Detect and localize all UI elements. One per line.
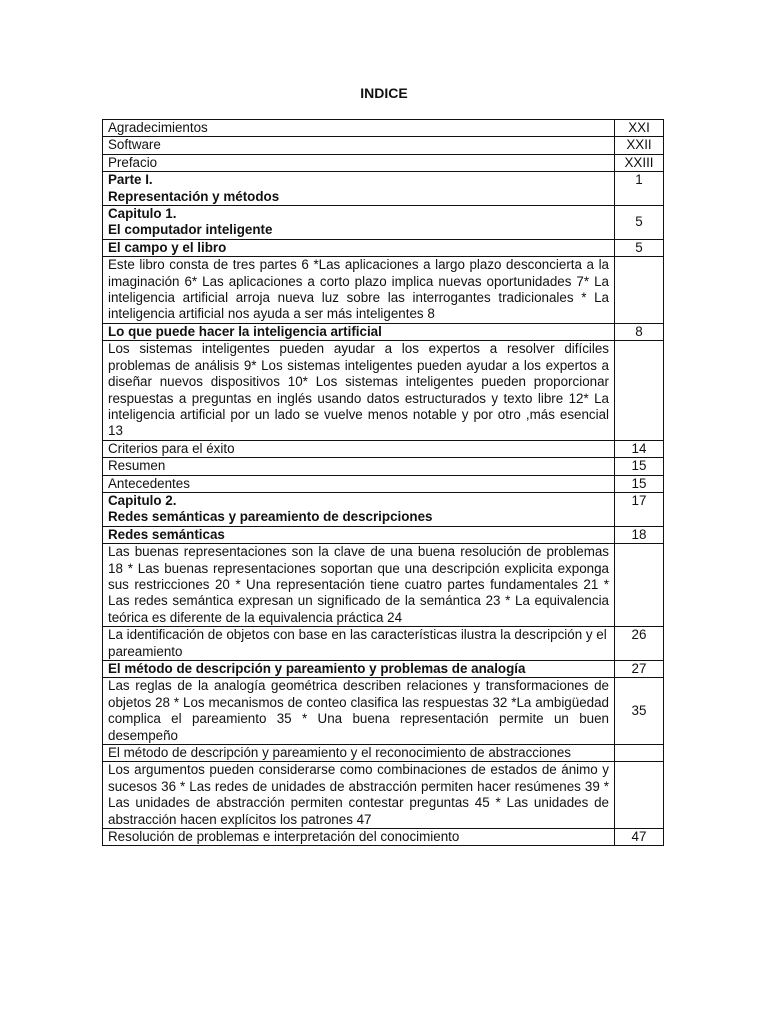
toc-entry-page: 15 <box>615 475 664 492</box>
toc-row <box>103 544 664 627</box>
toc-entry-text: La identificación de objetos con base en las características ilustra la descripción y el pareamiento <box>108 627 607 659</box>
toc-entry-text: Resolución de problemas e interpretación del conocimiento <box>108 829 460 845</box>
toc-entry-page: 26 <box>615 627 664 661</box>
toc-row <box>103 492 664 526</box>
toc-entry-title <box>103 661 615 678</box>
toc-entry-text: Software <box>108 137 161 153</box>
toc-entry-text: El campo y el libro <box>108 239 227 255</box>
toc-entry-page: 5 <box>615 239 664 256</box>
toc-entry-title <box>103 627 615 661</box>
toc-row <box>103 341 664 440</box>
toc-entry-page: 1 <box>615 172 664 206</box>
toc-entry-title <box>103 120 615 137</box>
toc-entry-title <box>103 440 615 457</box>
toc-entry-text: Parte I. <box>108 172 153 188</box>
toc-entry-page <box>615 341 664 440</box>
toc-row <box>103 172 664 206</box>
toc-body <box>103 120 664 846</box>
toc-entry-text: El método de descripción y pareamiento y problemas de analogía <box>108 661 526 676</box>
toc-entry-text: Resumen <box>108 458 166 474</box>
toc-entry-text: Criterios para el éxito <box>108 440 235 456</box>
toc-row <box>103 154 664 171</box>
toc-entry-text: Las reglas de la analogía geométrica describen relaciones y transformaciones de objetos 28 * Los mecanismos de conteo clasifica las respuestas 32 *La ambigüedad complica el pareamiento 35 * Una buena representación permite un buen desempeño <box>108 678 609 743</box>
toc-entry-page <box>615 544 664 627</box>
toc-entry-text: El computador inteligente <box>108 222 273 238</box>
toc-entry-text: Los sistemas inteligentes pueden ayudar a los expertos a resolver difíciles problemas de análisis 9* Los sistemas inteligentes pueden ayudar a los expertos a diseñar nuevos dispositivos 10* Los sistemas inteligentes pueden proporcionar respuestas a preguntas en inglés usando datos estructurados y texto libre 12* La inteligencia artificial por un lado se vuelve menos notable y por otro ,más esencial 13 <box>108 341 609 439</box>
toc-entry-text: Redes semánticas <box>108 526 225 542</box>
toc-entry-text: Este libro consta de tres partes 6 *Las aplicaciones a largo plazo desconcierta a la imaginación 6* Las aplicaciones a corto plazo implica nuevas oportunidades 7* La inteligencia artificial arroja nueva luz sobre las interrogantes tradicionales * La inteligencia artificial nos ayuda a ser más inteligentes 8 <box>108 257 609 322</box>
toc-entry-text: Las buenas representaciones son la clave de una buena resolución de problemas 18 * Las buenas representaciones soportan que una descripción explicita exponga sus restricciones 20 * Una representación tiene cuatro partes fundamentales 21 * Las redes semántica expresan un significado de la semántica 23 * La equivalencia teórica es diferente de la equivalencia práctica 24 <box>108 544 609 625</box>
toc-row <box>103 745 664 762</box>
toc-entry-page: XXI <box>615 120 664 137</box>
toc-row <box>103 829 664 846</box>
toc-entry-title <box>103 323 615 340</box>
toc-row <box>103 475 664 492</box>
toc-entry-title <box>103 257 615 324</box>
toc-entry-title <box>103 762 615 829</box>
toc-entry-page: 27 <box>615 661 664 678</box>
toc-entry-title <box>103 678 615 745</box>
toc-entry-text: Representación y métodos <box>108 188 280 204</box>
toc-row <box>103 458 664 475</box>
toc-entry-text: Los argumentos pueden considerarse como combinaciones de estados de ánimo y sucesos 36 * Las redes de unidades de abstracción permiten hacer resúmenes 39 * Las unidades de abstracción permiten contestar preguntas 45 * Las unidades de abstracción hacen explícitos los patrones 47 <box>108 762 609 827</box>
toc-entry-text: Capitulo 2. <box>108 492 177 508</box>
toc-row <box>103 239 664 256</box>
toc-entry-title <box>103 239 615 256</box>
toc-entry-page: 47 <box>615 829 664 846</box>
toc-entry-page: 35 <box>615 678 664 745</box>
toc-entry-title <box>103 137 615 154</box>
toc-entry-page: 15 <box>615 458 664 475</box>
toc-entry-page: 17 <box>615 492 664 526</box>
toc-entry-text: Antecedentes <box>108 475 190 491</box>
toc-entry-title <box>103 492 615 526</box>
toc-entry-title <box>103 206 615 240</box>
toc-entry-title <box>103 341 615 440</box>
toc-row <box>103 323 664 340</box>
toc-entry-text: Agradecimientos <box>108 120 208 135</box>
toc-row <box>103 762 664 829</box>
toc-entry-page <box>615 745 664 762</box>
toc-entry-text: Capitulo 1. <box>108 206 177 222</box>
toc-row <box>103 526 664 543</box>
toc-entry-title <box>103 829 615 846</box>
toc-entry-title <box>103 544 615 627</box>
toc-entry-page <box>615 762 664 829</box>
toc-entry-text: Redes semánticas y pareamiento de descripciones <box>108 509 433 525</box>
toc-entry-page <box>615 257 664 324</box>
toc-entry-title <box>103 526 615 543</box>
toc-entry-page: 18 <box>615 526 664 543</box>
toc-entry-page: XXIII <box>615 154 664 171</box>
toc-row <box>103 206 664 240</box>
toc-entry-text: Lo que puede hacer la inteligencia artificial <box>108 323 382 339</box>
toc-entry-page: 8 <box>615 323 664 340</box>
toc-entry-page: 14 <box>615 440 664 457</box>
toc-row <box>103 440 664 457</box>
toc-entry-page: XXII <box>615 137 664 154</box>
toc-entry-title <box>103 475 615 492</box>
toc-entry-title <box>103 172 615 206</box>
toc-entry-page: 5 <box>615 206 664 240</box>
toc-row <box>103 257 664 324</box>
table-of-contents <box>102 119 664 846</box>
toc-entry-text: El método de descripción y pareamiento y el reconocimiento de abstracciones <box>108 745 571 761</box>
toc-entry-text: Prefacio <box>108 154 158 170</box>
toc-row <box>103 678 664 745</box>
page-title: INDICE <box>360 85 408 101</box>
toc-entry-title <box>103 458 615 475</box>
toc-row <box>103 137 664 154</box>
toc-row <box>103 661 664 678</box>
toc-entry-title <box>103 745 615 762</box>
toc-entry-title <box>103 154 615 171</box>
toc-row <box>103 120 664 137</box>
toc-row <box>103 627 664 661</box>
